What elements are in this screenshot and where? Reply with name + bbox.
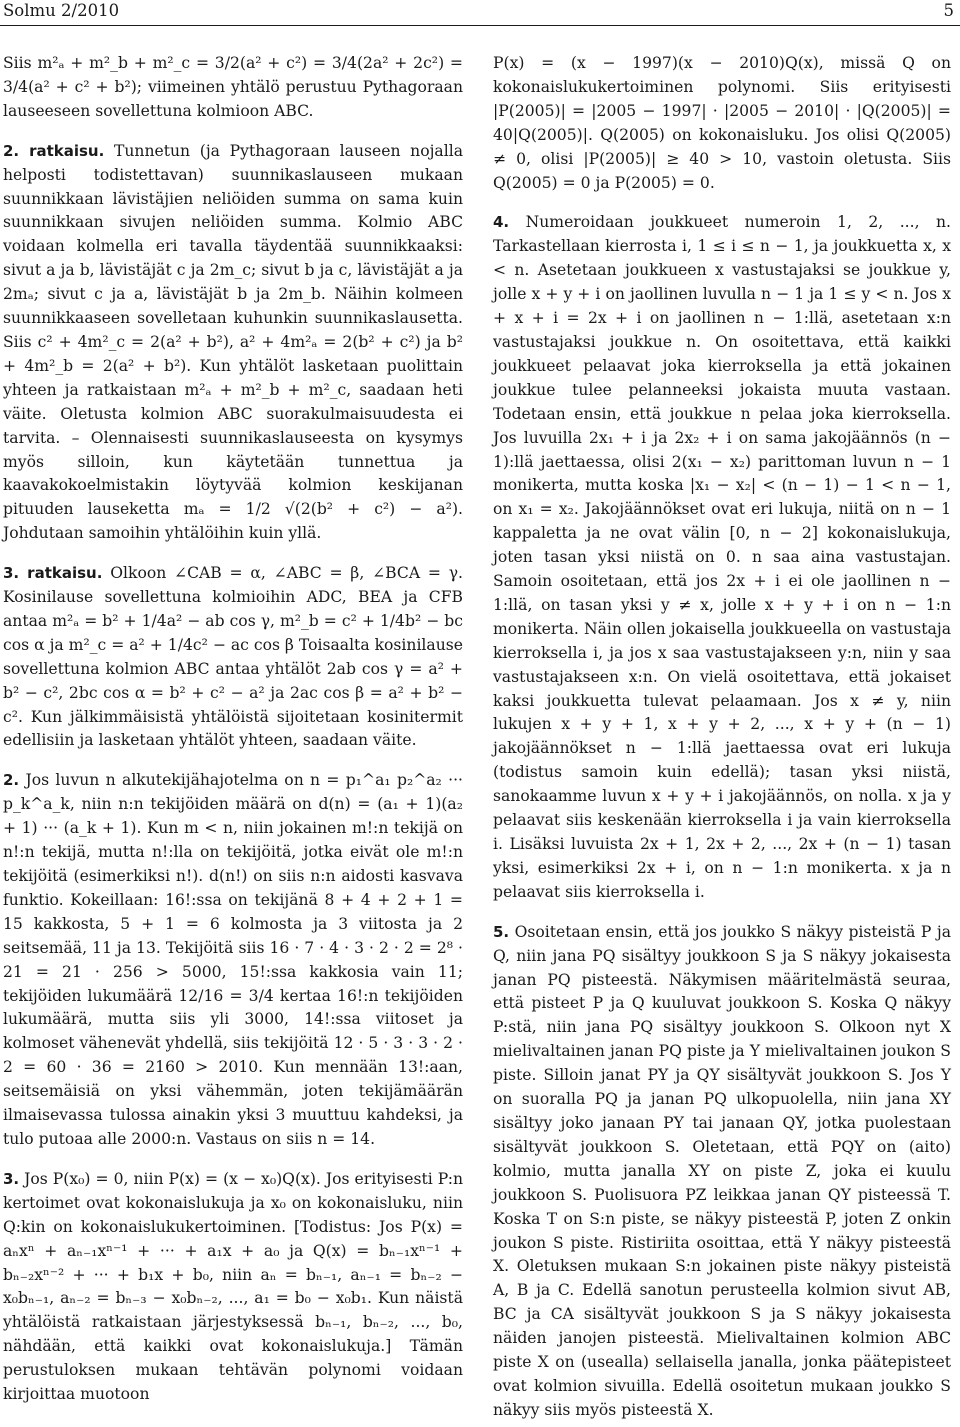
- paragraph-label: 3.: [3, 1169, 20, 1188]
- paragraph-text: Osoitetaan ensin, että jos joukko S näkyy pisteistä P ja Q, niin jana PQ sisältyy joukkoon S ja S näkyy jokaisesta janan PQ pisteestä. Näkymisen määritelmästä seuraa, että pisteet P ja Q kuuluvat joukkoon S. Koska Q näkyy P:stä, niin jana PQ sisältyy joukkoon S. Olkoon nyt X mielivaltainen janan PQ piste ja Y mielivaltainen joukon S piste. Silloin janat PY ja QY sisältyvät joukkoon S. Jos Y on suoralla PQ ja janan PQ ulkopuolella, niin jana XY sisältyy joko janaan PY tai janaan QY, jotka puolestaan sisältyvät joukkoon S. Oletetaan, että PQY on (aito) kolmio, mutta janalla XY on piste Z, joka ei kuulu joukkoon S. Puolisuora PZ leikkaa janan QY pisteessä T. Koska T on S:n piste, se näkyy pisteestä P, joten Z onkin joukon S piste. Ristiriita osoittaa, että Y näkyy pisteestä X. Oletuksen mukaan S:n jokainen piste näkyy pisteistä A, B ja C. Edellä sanotun perusteella kolmion sivut AB, BC ja CA sisältyvät joukkoon S ja S näkyy jokaisesta näiden janojen pisteestä. Mielivaltainen kolmion ABC piste X on (usealla) sellaisella janalla, jonka päätepisteet ovat kolmion sivuilla. Edellä osoitetun mukaan joukko S näkyy siis myös pisteestä X.: [493, 922, 951, 1419]
- paragraph-label: 5.: [493, 922, 510, 941]
- paragraph-text: Olkoon ∠CAB = α, ∠ABC = β, ∠BCA = γ. Kosinilause sovellettuna kolmioihin ADC, BEA ja CFB antaa m²ₐ = b² + 1/4a² − ab cos γ, m²_b = c² + 1/4b² − bc cos α ja m²_c = a² + 1/4c² − ac cos β Toisaalta kosinilause sovellettuna kolmion ABC antaa yhtälöt 2ab cos γ = a² + b² − c², 2bc cos α = b² + c² − a² ja 2ac cos β = a² + b² − c². Kun jälkimmäisistä yhtälöistä sijoitetaan kosinitermit edellisiin ja lasketaan yhtälöt yhteen, saadaan väite.: [3, 564, 463, 750]
- paragraph-label: 2. ratkaisu.: [3, 141, 105, 160]
- paragraph-text: Jos luvun n alkutekijähajotelma on n = p₁^a₁ p₂^a₂ ··· p_k^a_k, niin n:n tekijöiden määrä on d(n) = (a₁ + 1)(a₂ + 1) ··· (a_k + 1). Kun m < n, niin jokainen m!:n tekijä on n!:n tekijä, mutta n!:lla on tekijöitä, jotka eivät ole m!:n tekijöitä (esimerkiksi n!). d(n!) on siis n:n aidosti kasvava funktio. Kokeillaan: 16!:ssa on tekijänä 8 + 4 + 2 + 1 = 15 kakkosta, 5 + 1 = 6 kolmosta ja 3 viitosta ja 2 seitsemää, 11 ja 13. Tekijöitä siis 16 · 7 · 4 · 3 · 2 · 2 = 2⁸ · 21 = 21 · 256 > 5000, 15!:ssa kakkosia vain 11; tekijöiden lukumäärä 12/16 = 3/4 kertaa 16!:n tekijöiden lukumäärä, mutta siis yli 3000, 14!:ssa viitoset ja kolmoset vähenevät yhdellä, siis tekijöitä 12 · 5 · 3 · 3 · 2 · 2 = 60 · 36 = 2160 > 2010. Kun mennään 13!:aan, seitsemäisiä on yksi vähemmän, joten tekijämäärän ilmaisevassa tulossa ainakin yksi 3 muuttuu kahdeksi, ja tulo putoaa alle 2000:n. Vastaus on siis n = 14.: [3, 771, 463, 1148]
- left-column: [3, 52, 463, 1407]
- paragraph-label: 3. ratkaisu.: [3, 564, 103, 583]
- paragraph-1-conclusion: [3, 52, 463, 124]
- paragraph-problem-4: [493, 211, 951, 904]
- paragraph-text: Siis m²ₐ + m²_b + m²_c = 3/2(a² + c²) = 3/4(2a² + 2c²) = 3/4(a² + c² + b²); viimeinen yhtälö perustuu Pythagoraan lauseeseen sovellettuna kolmioon ABC.: [3, 54, 463, 120]
- journal-title: Solmu 2/2010: [3, 1, 120, 20]
- header-divider: [0, 25, 960, 26]
- paragraph-text: Jos P(x₀) = 0, niin P(x) = (x − x₀)Q(x). Jos erityisesti P:n kertoimet ovat kokonaislukuja ja x₀ on kokonaisluku, niin Q:kin on kokonaislukukertoiminen. [Todistus: Jos P(x) = aₙxⁿ + aₙ₋₁xⁿ⁻¹ + ··· + a₁x + a₀ ja Q(x) = bₙ₋₁xⁿ⁻¹ + bₙ₋₂xⁿ⁻² + ··· + b₁x + b₀, niin aₙ = bₙ₋₁, aₙ₋₁ = bₙ₋₂ − x₀bₙ₋₁, aₙ₋₂ = bₙ₋₃ − x₀bₙ₋₂, ..., a₁ = b₀ − x₀b₁. Kun näistä yhtälöistä ratkaistaan järjestyksessä bₙ₋₁, bₙ₋₂, ..., b₀, nähdään, että kaikki ovat kokonaislukuja.] Tämän perustuloksen mukaan tehtävän polynomi voidaan kirjoittaa muotoon: [3, 1169, 463, 1404]
- page-number: 5: [943, 1, 954, 20]
- paragraph-label: 4.: [493, 213, 510, 232]
- paragraph-label: 2.: [3, 771, 20, 790]
- paragraph-problem-5: [493, 921, 951, 1423]
- paragraph-text: Tunnetun (ja Pythagoraan lauseen nojalla helposti todistettavan) suunnikaslauseen mukaan suunnikkaan lävistäjien neliöiden summa on sama kuin suunnikkaan sivujen neliöiden summa. Kolmio ABC voidaan kolmella eri tavalla täydentää suunnikkaaksi: sivut a ja b, lävistäjät c ja 2m_c; sivut b ja c, lävistäjät a ja 2mₐ; sivut c ja a, lävistäjät b ja 2m_b. Näihin kolmeen suunnikkaaseen sovelletaan kuhunkin suunnikaslausetta. Siis c² + 4m²_c = 2(a² + b²), a² + 4m²ₐ = 2(b² + c²) ja b² + 4m²_b = 2(a² + b²). Kun yhtälöt lasketaan puolittain yhteen ja ratkaistaan m²ₐ + m²_b + m²_c, saadaan heti väite. Oletusta kolmion ABC suorakulmaisuudesta ei tarvita. – Olennaisesti suunnikaslauseesta on kysymys myös silloin, kun käytetään tunnettua ja kaavakokoelmistakin löytyvää kolmion keskijanan pituuden lauseketta mₐ = 1/2 √(2(b² + c²) − a²). Johdutaan samoihin yhtälöihin kuin yllä.: [3, 141, 464, 543]
- paragraph-problem-3: [3, 1168, 463, 1407]
- page-header: [0, 0, 960, 26]
- right-column: [493, 52, 951, 1423]
- paragraph-text: P(x) = (x − 1997)(x − 2010)Q(x), missä Q on kokonaislukukertoiminen polynomi. Siis erityisesti |P(2005)| = |2005 − 1997| · |2005 − 2010| · |Q(2005)| = 40|Q(2005)|. Q(2005) on kokonaisluku. Jos olisi Q(2005) ≠ 0, olisi |P(2005)| ≥ 40 > 10, vastoin oletusta. Siis Q(2005) = 0 ja P(2005) = 0.: [493, 54, 951, 192]
- paragraph-text: Numeroidaan joukkueet numeroin 1, 2, ..., n. Tarkastellaan kierrosta i, 1 ≤ i ≤ n − 1, ja joukkuetta x, x < n. Asetetaan joukkueen x vastustajaksi se joukkue y, jolle x + y + i on jaollinen luvulla n − 1 ja 1 ≤ y < n. Jos x + x + i = 2x + i on jaollinen n − 1:llä, asetetaan x:n vastustajaksi joukkue n. On osoitettava, että kaikki joukkueet pelaavat joka kierroksella ja että jokainen joukkue tulee pelanneeksi jokaista muuta vastaan. Todetaan ensin, että joukkue n pelaa joka kierroksella. Jos luvuilla 2x₁ + i ja 2x₂ + i on sama jakojäännös (n − 1):llä jaettaessa, olisi 2(x₁ − x₂) parittoman luvun n − 1 monikerta, mutta koska |x₁ − x₂| < (n − 1) − 1 < n − 1, on x₁ = x₂. Jakojäännökset ovat eri lukuja, niitä on n − 1 kappaletta ja ne ovat välin [0, n − 2] kokonaislukuja, joten tasan yksi niistä on 0. n saa aina vastustajan. Samoin osoitetaan, että jos 2x + i ei ole jaollinen n − 1:llä, on tasan yksi y ≠ x, jolle x + y + i on n − 1:n monikerta. Näin ollen jokaisella joukkueella on vastustaja kierroksella i, ja jos x saa vastustajakseen y:n, niin y saa vastustajakseen x:n. On vielä osoitettava, että jokaiset kaksi joukkuetta tulevat pelaamaan. Jos x ≠ y, niin lukujen x + y + 1, x + y + 2, ..., x + y + (n − 1) jakojäännökset n − 1:llä jaettaessa ovat eri lukuja (todistus samoin kuin edellä); tasan yksi niistä, sanokaamme luvun x + y + i jakojäännös, on nolla. x ja y pelaavat siis keskenään kierroksella i ja vain kierroksella i. Lisäksi luvuista 2x + 1, 2x + 2, ..., 2x + (n − 1) tasan yksi, esimerkiksi 2x + i, on n − 1:n monikerta. x ja n pelaavat siis kierroksella i.: [493, 213, 951, 901]
- paragraph-problem-3-continued: [493, 52, 951, 195]
- paragraph-solution-3: [3, 562, 463, 753]
- paragraph-problem-2: [3, 769, 463, 1152]
- paragraph-solution-2: [3, 140, 463, 546]
